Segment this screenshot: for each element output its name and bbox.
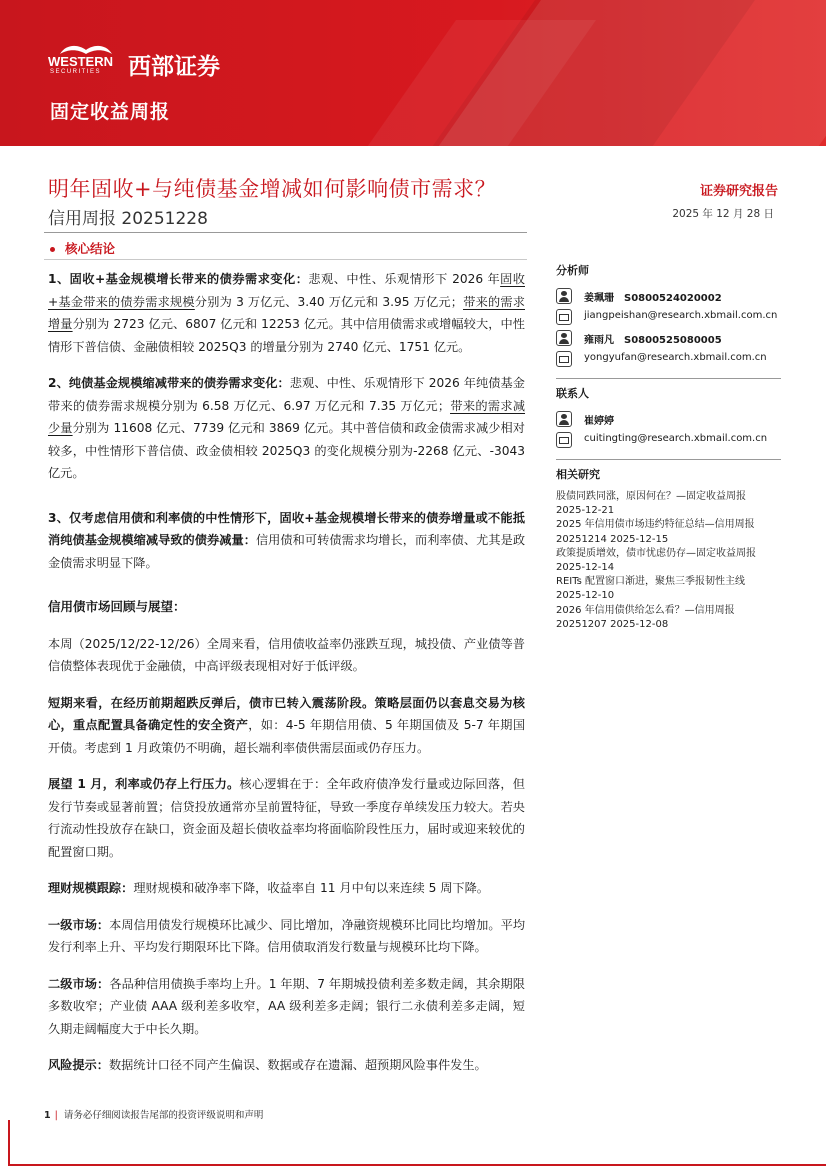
- related-item[interactable]: REITs 配置窗口渐进，聚焦三季报韧性主线: [556, 576, 746, 588]
- divider: [556, 378, 781, 379]
- related-research-list: [556, 490, 781, 632]
- analyst-1: [556, 286, 781, 307]
- contact-heading: 联系人: [556, 387, 589, 400]
- divider: [556, 459, 781, 460]
- review-paragraph-5: 一级市场：本周信用债发行规模环比减少、同比增加，净融资规模环比同比均增加。平均发行利率上升、平均发行期限环比下降。信用债取消发行数量与规模环比均下降。: [48, 917, 526, 954]
- mail-icon: [556, 351, 572, 367]
- analyst-1-email: [556, 307, 781, 328]
- review-paragraph-6: 二级市场：各品种信用债换手率均上升。1 年期、7 年期城投债利差多数走阔，其余期限多数收窄；产业债 AAA 级利差多收窄，AA 级利差多走阔；银行二永债利差多走阔，短久期走阔幅度大于中长久期。: [48, 976, 525, 1036]
- related-item[interactable]: 股债同跌同涨，原因何在？—固定收益周报: [556, 491, 746, 502]
- analyst-id: S0800524020002: [624, 293, 722, 304]
- risk-warning: 风险提示：数据统计口径不同产生偏误、数据或存在遗漏、超预期风险事件发生。: [48, 1058, 487, 1072]
- report-subtitle: 信用周报 20251228: [48, 209, 208, 229]
- mail-icon: [556, 309, 572, 325]
- review-paragraph-3: 展望 1 月，利率或仍存上行压力。核心逻辑在于：全年政府债净发行量或边际回落，但发行节奏或显著前置；信贷投放通常亦呈前置特征，导致一季度存单续发压力较大。若央行流动性投放存在缺口，资金面及超长债收益率均将面临阶段性压力，届时或迎来较优的配置窗口期。: [48, 777, 525, 859]
- core-paragraph-1: 1、固收+基金规模增长带来的债券需求变化：悲观、中性、乐观情形下 2026 年固收+基金带来的债券需求规模分别为 3 万亿元、3.40 万亿元和 3.95 万亿元；带来的需求增量分别为 2723 亿元、6807 亿元和 12253 亿元。其中信用债需求或增幅较大，中性情形下普信债、金融债相较 2025Q3 的增量分别为 2740 亿元、1751 亿元。: [48, 272, 525, 354]
- mail-icon: [556, 432, 572, 448]
- bottom-line: [8, 1164, 826, 1166]
- review-heading: 信用债市场回顾与展望：: [48, 599, 186, 614]
- analyst-name: 姜珮珊: [584, 293, 614, 304]
- review-paragraph-4: 理财规模跟踪：理财规模和破净率下降，收益率自 11 月中旬以来连续 5 周下降。: [48, 881, 489, 895]
- related-item-date: 2025-12-14: [556, 562, 615, 574]
- user-icon: [556, 411, 572, 427]
- footer-disclaimer: 请务必仔细阅读报告尾部的投资评级说明和声明: [63, 1110, 264, 1121]
- related-item[interactable]: 2025 年信用债市场违约特征总结—信用周报: [556, 519, 755, 531]
- analyst-name: 雍雨凡: [584, 335, 614, 346]
- main-content: [48, 268, 525, 1077]
- core-conclusion-heading: 核心结论: [50, 239, 115, 257]
- corner-line: [8, 1120, 10, 1166]
- email-link[interactable]: cuitingting@research.xbmail.com.cn: [584, 433, 768, 444]
- contact-name: 崔婷婷: [584, 416, 614, 427]
- related-research-heading: 相关研究: [556, 468, 600, 481]
- logo-english-sub: SECURITIES: [50, 69, 102, 75]
- report-type: 固定收益周报: [50, 101, 171, 123]
- report-title: 明年固收+与纯债基金增减如何影响债市需求？: [48, 177, 497, 201]
- related-item-date: 20251214 2025-12-15: [556, 533, 669, 545]
- contact-email: [556, 430, 781, 451]
- related-item-date: 2025-12-10: [556, 590, 615, 602]
- page-footer: [44, 1107, 263, 1121]
- page-number: 1: [44, 1110, 51, 1121]
- review-paragraph-1: 本周（2025/12/22-12/26）全周来看，信用债收益率仍涨跌互现，城投债、产业债等普信债整体表现优于金融债，中高评级表现相对好于低评级。: [48, 636, 525, 673]
- footer-separator: |: [54, 1110, 58, 1121]
- divider: [44, 259, 527, 260]
- email-link[interactable]: jiangpeishan@research.xbmail.com.cn: [584, 310, 778, 321]
- analyst-heading: 分析师: [556, 264, 589, 277]
- related-item-date: 20251207 2025-12-08: [556, 618, 669, 630]
- related-item[interactable]: 2026 年信用债供给怎么看？—信用周报: [556, 604, 735, 616]
- related-item-date: 2025-12-21: [556, 505, 615, 517]
- bullet-icon: [50, 247, 55, 252]
- report-date: 2025 年 12 月 28 日: [672, 208, 774, 220]
- email-link[interactable]: yongyufan@research.xbmail.com.cn: [584, 352, 767, 363]
- related-item[interactable]: 政策提质增效，债市忧虑仍存—固定收益周报: [556, 547, 756, 559]
- core-paragraph-3: 3、仅考虑信用债和利率债的中性情形下，固收+基金规模增长带来的债券增量或不能抵消纯债基金规模缩减导致的债券减量：信用债和可转债需求均增长，而利率债、尤其是政金债需求明显下降。: [48, 510, 526, 570]
- user-icon: [556, 330, 572, 346]
- divider: [44, 232, 527, 233]
- logo-english: WESTERN: [48, 54, 113, 69]
- sidebar: [556, 262, 781, 632]
- core-paragraph-2: 2、纯债基金规模缩减带来的债券需求变化：悲观、中性、乐观情形下 2026 年纯债基金带来的债券需求规模分别为 6.58 万亿元、6.97 万亿元和 7.35 万亿元；带来的需求减少量分别为 11608 亿元、7739 亿元和 3869 亿元。其中普信债和政金债需求减少相对较多，中性情形下普信债、政金债相较 2025Q3 的变化规模分别为-2268 亿元、-3043 亿元。: [48, 376, 526, 480]
- analyst-2-email: [556, 349, 781, 370]
- logo-chinese: 西部证券: [128, 54, 220, 80]
- document-class: 证券研究报告: [699, 184, 778, 199]
- contact-person: [556, 409, 781, 430]
- header-banner: [0, 0, 826, 146]
- user-icon: [556, 288, 572, 304]
- analyst-2: [556, 328, 781, 349]
- review-paragraph-2: 短期来看，在经历前期超跌反弹后，债市已转入震荡阶段。策略层面仍以套息交易为核心，重点配置具备确定性的安全资产，如：4-5 年期信用债、5 年期国债及 5-7 年期国开债。考虑到 1 月政策仍不明确，超长端利率债供需层面或仍存压力。: [48, 695, 526, 755]
- analyst-id: S0800525080005: [624, 335, 722, 346]
